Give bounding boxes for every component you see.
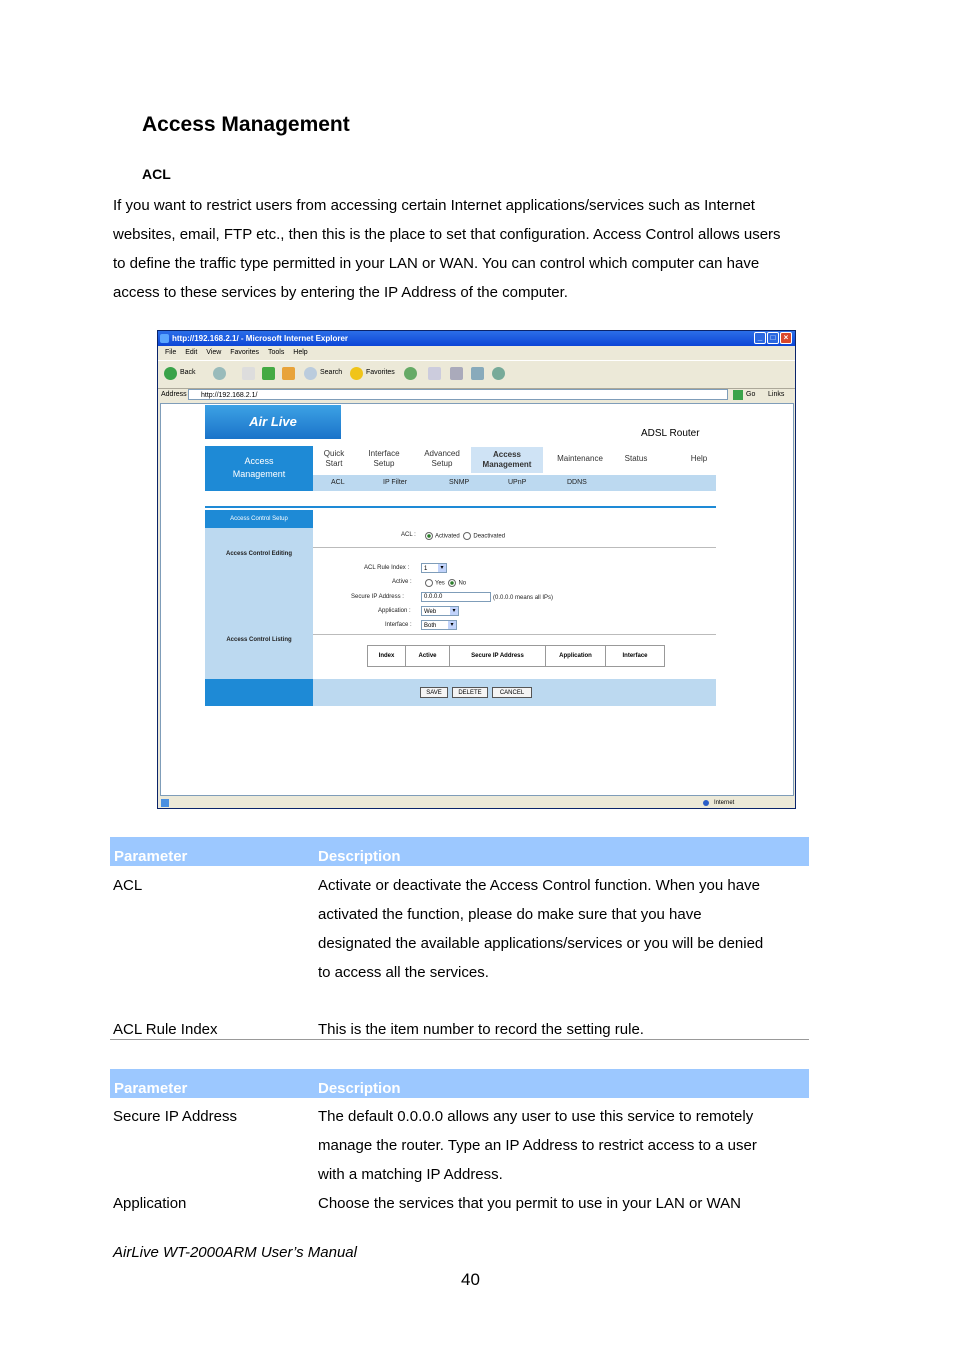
menu-help[interactable]: Help	[293, 349, 308, 356]
param-name: Secure IP Address	[113, 1108, 237, 1125]
application-select[interactable]	[421, 606, 459, 616]
table-header: Index	[368, 646, 406, 666]
address-input[interactable]: http://192.168.2.1/	[188, 389, 728, 400]
subnav-upnp[interactable]: UPnP	[508, 479, 527, 486]
nav-active-section	[205, 446, 313, 491]
menu-favorites[interactable]: Favorites	[230, 349, 260, 356]
tab-label-1: Help	[690, 454, 708, 463]
airlive-logo: Air Live	[205, 405, 341, 439]
chevron-down-icon: ▾	[450, 607, 458, 615]
home-icon[interactable]	[282, 367, 295, 380]
chevron-down-icon: ▾	[438, 564, 446, 572]
button-bar	[205, 679, 716, 706]
desc-line: designated the available applications/services or you will be denied	[318, 935, 764, 952]
ie-icon	[160, 334, 169, 343]
active-yes-label: Yes	[435, 580, 445, 587]
subnav-ddns[interactable]: DDNS	[567, 479, 587, 486]
print-icon[interactable]	[450, 367, 463, 380]
intro-paragraph	[113, 191, 838, 307]
active-options	[423, 579, 466, 587]
mail-icon[interactable]	[428, 367, 441, 380]
window-title: http://192.168.2.1/ - Microsoft Internet Explorer	[172, 334, 349, 343]
secure-ip-hint: (0.0.0.0 means all IPs)	[493, 595, 554, 601]
menu-edit[interactable]: Edit	[185, 349, 198, 356]
chevron-down-icon: ▾	[448, 621, 456, 629]
maximize-icon[interactable]: □	[767, 332, 779, 344]
application-label: Application :	[378, 608, 411, 614]
tab-label-2: Setup	[373, 459, 395, 468]
application-value: Web	[424, 609, 437, 615]
active-yes-radio[interactable]	[425, 579, 433, 587]
back-label[interactable]: Back	[180, 369, 196, 376]
desc-line: to access all the services.	[318, 964, 489, 981]
subnav-acl[interactable]: ACL	[331, 479, 345, 486]
messenger-icon[interactable]	[492, 367, 505, 380]
subnav-snmp[interactable]: SNMP	[449, 479, 470, 486]
tab-label-1: Access	[492, 450, 522, 459]
secure-ip-input[interactable]: 0.0.0.0	[421, 592, 491, 602]
desc-line: activated the function, please do make sure that you have	[318, 906, 702, 923]
acl-options	[423, 532, 505, 540]
left-column	[205, 510, 313, 706]
save-button[interactable]: SAVE	[420, 687, 448, 698]
delete-button[interactable]: DELETE	[452, 687, 488, 698]
tab-label-2: Start	[325, 459, 343, 468]
table-header: Application	[546, 646, 606, 666]
desc-line: manage the router. Type an IP Address to restrict access to a user	[318, 1137, 757, 1154]
acl-deactivated-label: Deactivated	[473, 533, 506, 540]
menu-tools[interactable]: Tools	[268, 349, 285, 356]
intro-line: If you want to restrict users from accessing certain Internet applications/services such as Internet	[113, 197, 755, 214]
links-label[interactable]: Links	[768, 391, 785, 398]
menu-file[interactable]: File	[165, 349, 177, 356]
rule-index-label: ACL Rule Index :	[364, 565, 410, 571]
tab-label-1: Status	[624, 454, 648, 463]
table-header: Secure IP Address	[450, 646, 546, 666]
desc-line: This is the item number to record the setting rule.	[318, 1021, 644, 1038]
go-icon[interactable]	[733, 390, 743, 400]
param-description	[318, 1189, 741, 1218]
tab-interface-setup[interactable]	[363, 449, 405, 469]
browser-window	[157, 330, 796, 809]
intro-line: to define the traffic type permitted in your LAN or WAN. You can control which computer can have	[113, 255, 760, 272]
history-icon[interactable]	[404, 367, 417, 380]
section-title: Access Management	[142, 113, 350, 136]
search-label[interactable]: Search	[320, 369, 343, 376]
desc-line: Choose the services that you permit to use in your LAN or WAN	[318, 1195, 741, 1212]
param-description	[318, 871, 763, 987]
intro-line: access to these services by entering the IP Address of the computer.	[113, 284, 568, 301]
menu-bar	[158, 346, 795, 359]
page-icon	[161, 799, 169, 807]
edit-icon[interactable]	[471, 367, 484, 380]
desc-header: Description	[318, 848, 401, 865]
rule-index-value: 1	[424, 566, 428, 572]
status-zone: Internet	[714, 800, 735, 806]
refresh-icon[interactable]	[262, 367, 275, 380]
acl-deactivated-radio[interactable]	[463, 532, 471, 540]
title-bar	[158, 331, 795, 346]
param-table-header	[110, 1069, 809, 1098]
acl-activated-radio[interactable]	[425, 532, 433, 540]
tab-label-1: Advanced	[424, 449, 460, 458]
favorites-icon[interactable]	[350, 367, 363, 380]
divider	[313, 634, 716, 635]
nav-active-label: Access Management	[232, 456, 286, 479]
address-label: Address	[161, 391, 187, 398]
cancel-button[interactable]: CANCEL	[492, 687, 532, 698]
address-bar	[158, 388, 795, 402]
param-header: Parameter	[114, 848, 188, 865]
param-description	[318, 1102, 757, 1189]
button-bar-left	[205, 679, 313, 706]
left-header: Access Control Setup	[205, 510, 313, 528]
back-icon[interactable]	[164, 367, 177, 380]
subnav-ip-filter[interactable]: IP Filter	[383, 479, 407, 486]
table-rule	[110, 1039, 809, 1040]
toolbar	[158, 360, 795, 389]
tab-label-2: Setup	[431, 459, 453, 468]
param-name: ACL	[113, 877, 143, 894]
left-editing-label: Access Control Editing	[225, 551, 292, 557]
tab-label-1: Maintenance	[557, 454, 603, 463]
tab-advanced-setup[interactable]	[419, 449, 465, 469]
param-name: Application	[113, 1195, 187, 1212]
search-icon[interactable]	[304, 367, 317, 380]
active-no-label: No	[458, 580, 467, 587]
tab-help[interactable]	[686, 454, 712, 464]
active-label: Active :	[392, 579, 412, 585]
stop-icon[interactable]	[242, 367, 255, 380]
go-label[interactable]: Go	[746, 391, 756, 398]
acl-activated-label: Activated	[435, 533, 460, 540]
tab-quick-start[interactable]	[319, 449, 349, 469]
forward-icon[interactable]	[213, 367, 226, 380]
acl-list-table	[367, 645, 665, 667]
left-listing-label: Access Control Listing	[226, 637, 292, 643]
param-name: ACL Rule Index	[113, 1021, 218, 1038]
tab-label-1: Interface	[368, 449, 400, 458]
desc-header: Description	[318, 1080, 401, 1097]
minimize-icon[interactable]: _	[754, 332, 766, 344]
section-rule	[205, 506, 716, 508]
param-table-header	[110, 837, 809, 866]
globe-icon	[703, 800, 709, 806]
close-icon[interactable]: ×	[780, 332, 792, 344]
status-bar	[158, 797, 795, 809]
intro-line: websites, email, FTP etc., then this is the place to set that configuration. Access Control allows users	[113, 226, 781, 243]
tab-label-2: Management	[482, 460, 532, 469]
interface-label: Interface :	[385, 622, 412, 628]
menu-view[interactable]: View	[206, 349, 222, 356]
acl-label: ACL :	[401, 532, 416, 538]
param-header: Parameter	[114, 1080, 188, 1097]
secure-ip-label: Secure IP Address :	[351, 594, 404, 600]
interface-select[interactable]	[421, 620, 457, 630]
page-viewport	[160, 403, 794, 796]
tab-maintenance[interactable]	[551, 454, 609, 464]
sub-navigation	[313, 475, 716, 491]
page-number: 40	[461, 1270, 480, 1289]
tab-access-management[interactable]	[471, 447, 543, 473]
desc-line: The default 0.0.0.0 allows any user to use this service to remotely	[318, 1108, 754, 1125]
tab-label-1: Quick	[323, 449, 345, 458]
product-name: ADSL Router	[641, 428, 700, 439]
active-no-radio[interactable]	[448, 579, 456, 587]
table-header: Interface	[622, 653, 648, 659]
manual-footer: AirLive WT-2000ARM User’s Manual	[113, 1244, 357, 1261]
rule-index-select[interactable]	[421, 563, 447, 573]
interface-value: Both	[424, 623, 437, 629]
subsection-title: ACL	[142, 166, 171, 182]
desc-line: with a matching IP Address.	[318, 1166, 503, 1183]
tab-status[interactable]	[621, 454, 651, 464]
divider	[313, 547, 716, 548]
table-header: Active	[406, 646, 450, 666]
desc-line: Activate or deactivate the Access Control function. When you have	[318, 877, 760, 894]
favorites-label[interactable]: Favorites	[366, 369, 395, 376]
